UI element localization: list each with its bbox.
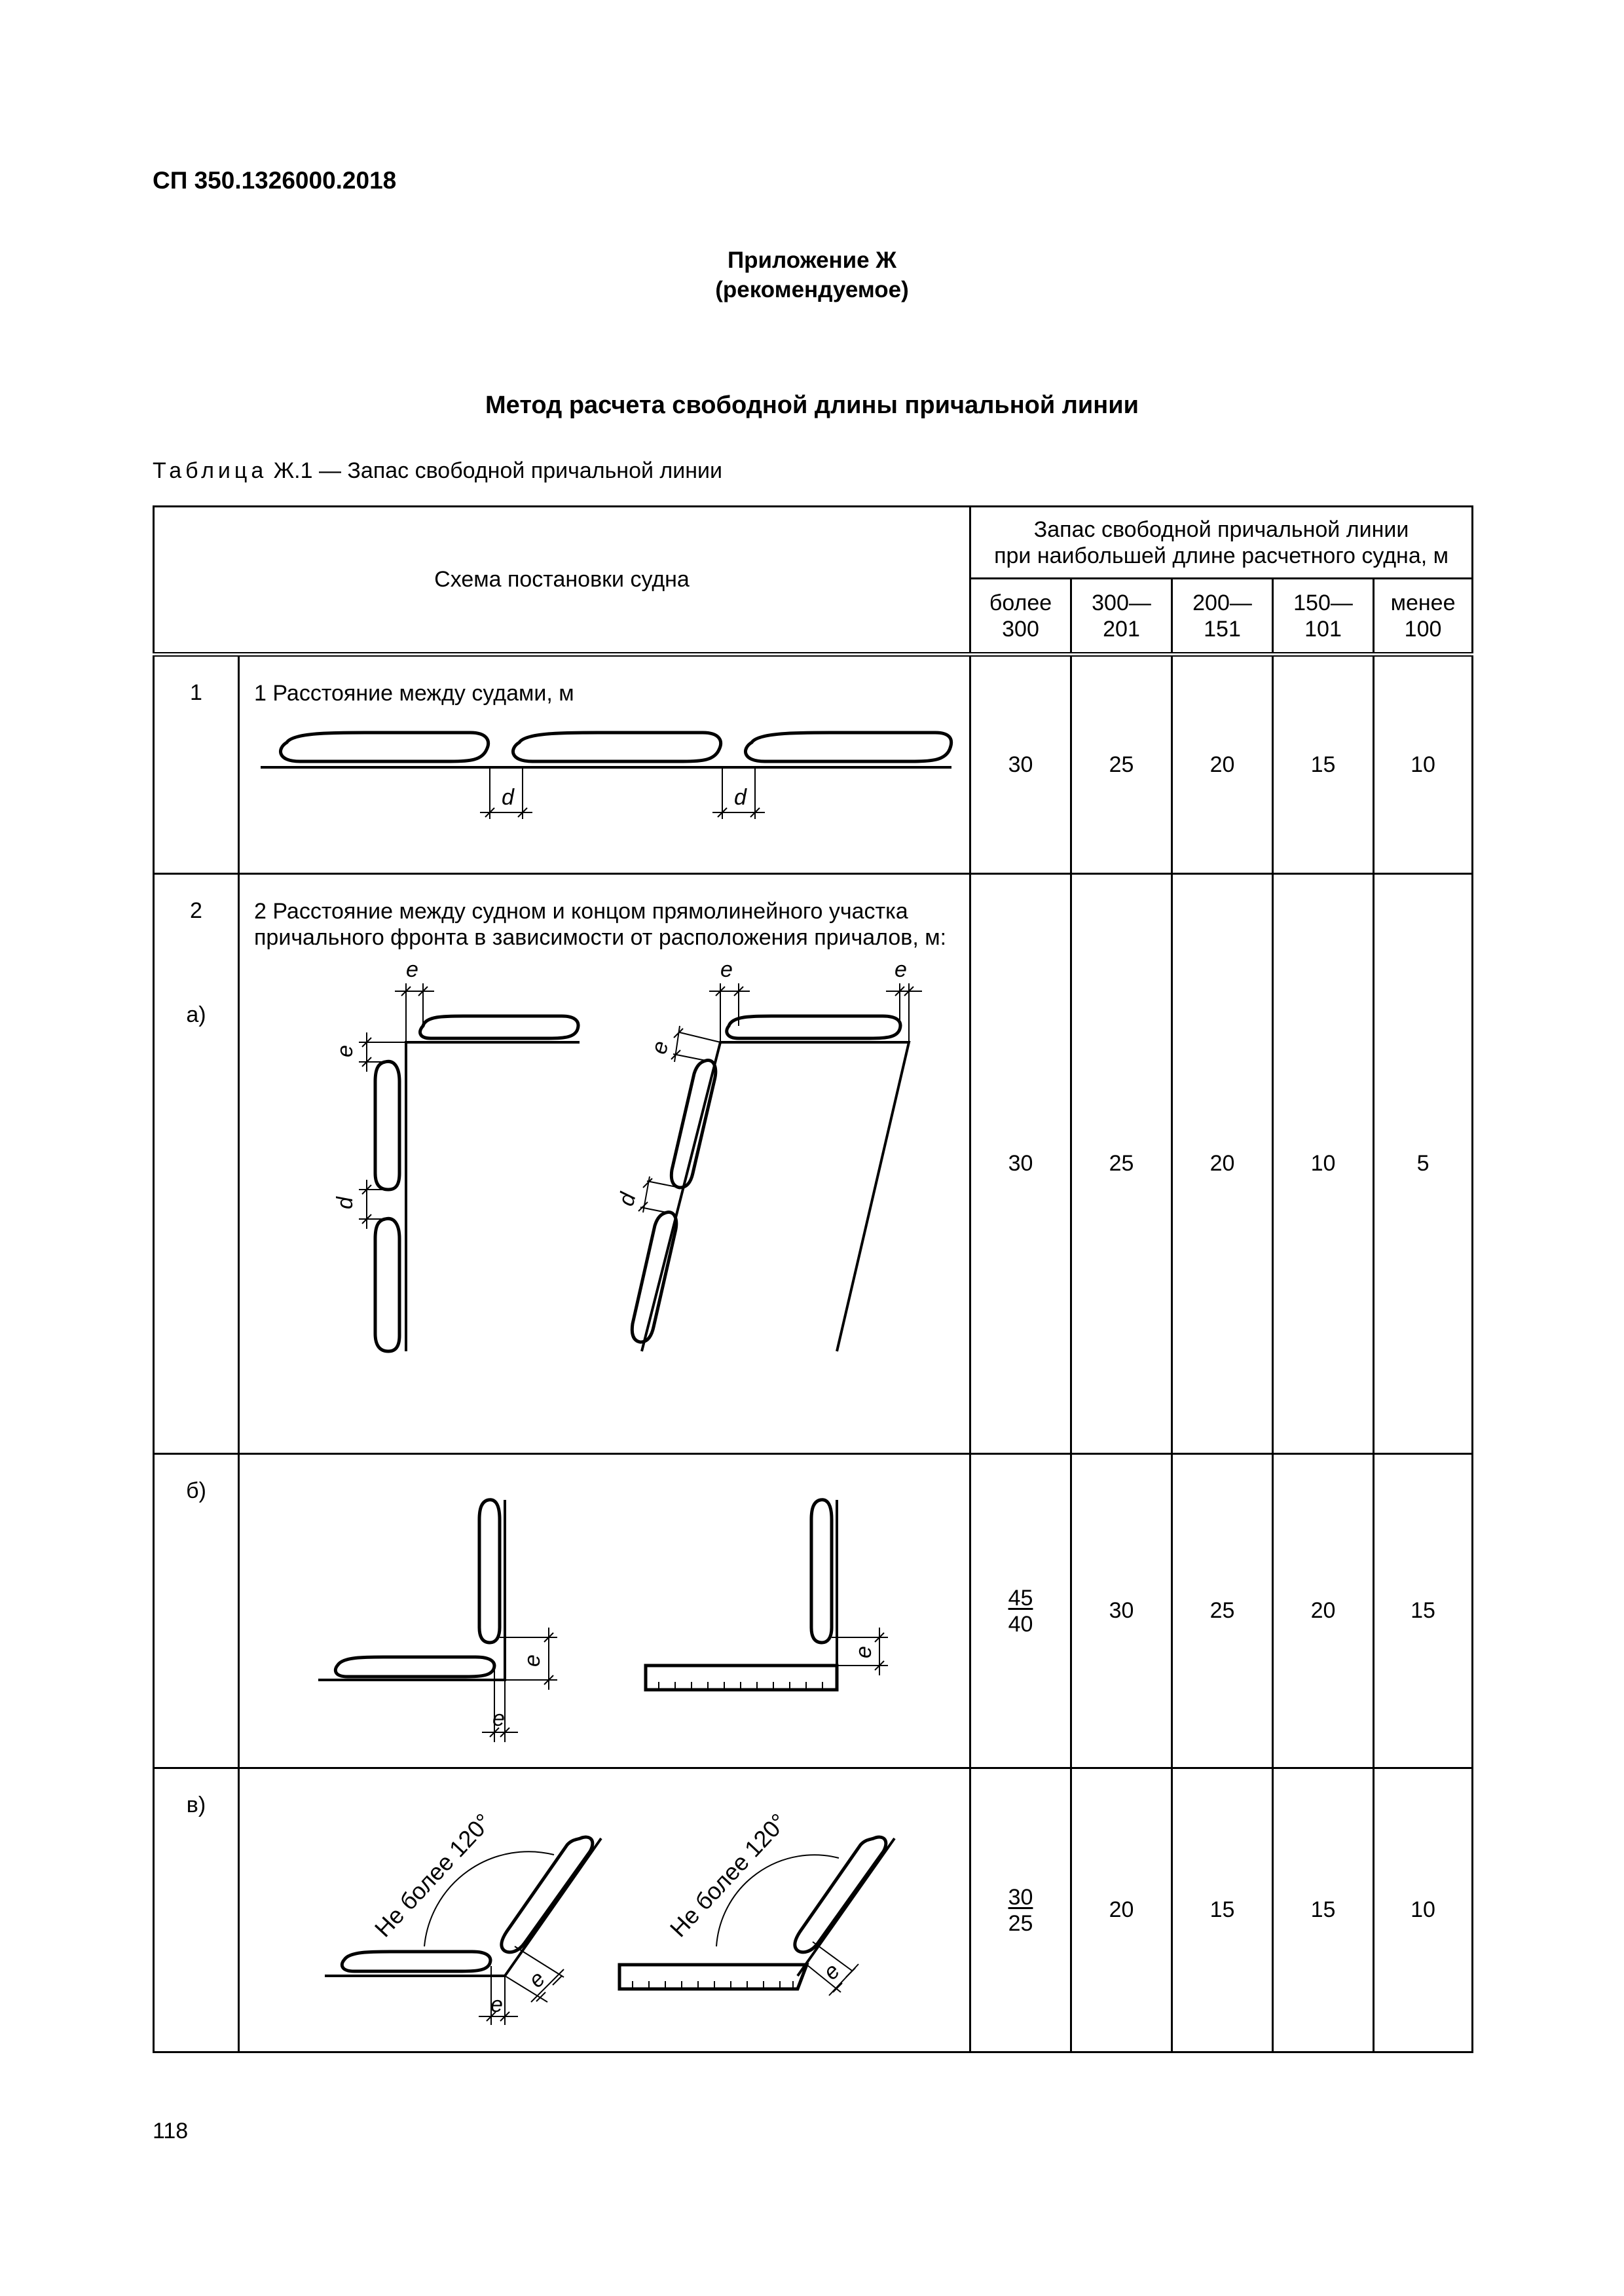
cell-value: 10 [1374,655,1473,874]
row-sub-label: б) [154,1454,239,1768]
row-description [239,874,970,1454]
cell-value: 30 [1071,1454,1172,1768]
col-header-4 [1273,579,1374,655]
berth-corner-diagram [254,951,958,1357]
row-figure [239,1454,970,1768]
page-number: 118 [153,2119,189,2143]
col-header-1-l1: более [989,590,1052,615]
col-header-5 [1374,579,1473,655]
perpendicular-berth-diagram [240,1467,967,1755]
document-code: СП 350.1326000.2018 [153,167,397,194]
cell-value: 10 [1273,874,1374,1454]
table-row [154,655,1473,874]
cell-value: 20 [1273,1454,1374,1768]
cell-value: 20 [1172,655,1273,874]
reserve-header-line1: Запас свободной причальной линии [1033,517,1409,542]
label-e: e [523,1965,551,1993]
cell-value: 5 [1374,874,1473,1454]
appendix-heading [0,246,1624,304]
col-header-1 [970,579,1071,655]
cell-value: 15 [1273,655,1374,874]
table-row [154,1768,1473,2052]
label-e: e [818,1958,845,1985]
col-header-5-l1: менее [1390,590,1456,615]
label-d: d [734,785,747,810]
row-2-text: 2 Расстояние между судном и концом прямолинейного участка причального фронта в зависимости от расположения причалов, м: [254,899,947,950]
cell-value: 25 [1071,874,1172,1454]
cell-value: 25 [1071,655,1172,874]
label-d: d [614,1190,641,1209]
table-caption-prefix: Таблица [153,458,268,483]
cell-value: 30 [970,874,1071,1454]
cell-value: 20 [1172,874,1273,1454]
fraction-bottom: 25 [1008,1910,1033,1936]
col-header-2-l1: 300— [1092,590,1151,615]
col-header-3-l2: 151 [1204,616,1241,642]
col-header-2 [1071,579,1172,655]
angle-label: Не более 120° [369,1808,497,1942]
label-e: e [720,957,733,982]
row-number: 2 [190,898,202,923]
angle-label: Не более 120° [664,1808,792,1942]
cell-value: 15 [1273,1768,1374,2052]
ships-in-line-diagram [254,706,955,837]
cell-value: 30 [970,655,1071,874]
col-header-3-l1: 200— [1192,590,1252,615]
fraction-top: 45 [1008,1585,1033,1611]
appendix-title: Приложение Ж [727,247,897,273]
label-e: e [895,957,907,982]
row-figure [239,1768,970,2052]
cell-value: 10 [1374,1768,1473,2052]
fraction [1008,1884,1033,1937]
row-description [239,655,970,874]
label-e: e [646,1038,674,1057]
row-number-cell [154,874,239,1454]
cell-value: 15 [1374,1454,1473,1768]
col-header-3 [1172,579,1273,655]
label-e: e [490,1992,503,2017]
col-header-4-l1: 150— [1293,590,1353,615]
cell-fraction [970,1454,1071,1768]
method-title: Метод расчета свободной длины причальной линии [485,392,1139,419]
row-sub-label: в) [154,1768,239,2052]
col-header-1-l2: 300 [1002,616,1039,642]
cell-value: 25 [1172,1454,1273,1768]
cell-fraction [970,1768,1071,2052]
appendix-subtitle: (рекомендуемое) [715,277,909,302]
label-e: e [406,957,418,982]
angled-berth-diagram [240,1779,967,2041]
cell-value: 20 [1071,1768,1172,2052]
row-1-text: 1 Расстояние между судами, м [254,681,574,706]
fraction [1008,1585,1033,1637]
row-sub-label: а) [186,1002,206,1027]
reserve-header-line2: при наибольшей длине расчетного судна, м [994,543,1449,568]
col-header-2-l2: 201 [1103,616,1140,642]
cell-value: 15 [1172,1768,1273,2052]
fraction-bottom: 40 [1008,1611,1033,1637]
scheme-header: Схема постановки судна [154,507,970,655]
row-number: 1 [154,655,239,874]
label-e: e [492,1705,505,1731]
col-header-5-l2: 100 [1404,616,1442,642]
label-d: d [333,1197,358,1209]
reserve-table [153,505,1473,2053]
label-e: e [851,1645,876,1658]
table-row [154,1454,1473,1768]
fraction-top: 30 [1008,1884,1033,1910]
label-e: e [333,1045,358,1057]
table-caption [153,458,722,484]
label-d: d [502,785,514,810]
table-caption-text: Ж.1 — Запас свободной причальной линии [267,458,723,483]
reserve-header [970,507,1473,579]
col-header-4-l2: 101 [1304,616,1342,642]
label-e: e [520,1654,545,1667]
table-row [154,874,1473,1454]
